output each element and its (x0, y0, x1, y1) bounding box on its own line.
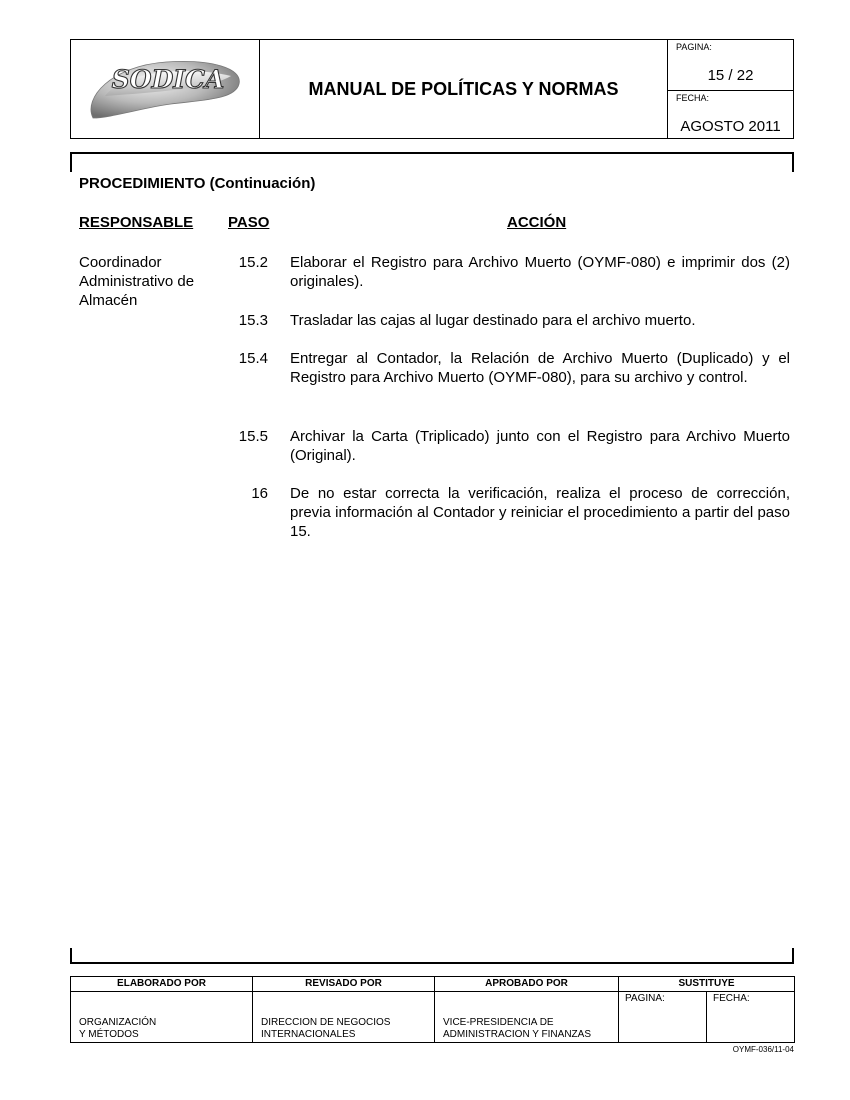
aprobado-cell (435, 992, 619, 1043)
step-number: 15.4 (238, 350, 268, 367)
sustituye-page-label: PAGINA: (625, 993, 665, 1004)
step-number: 16 (251, 485, 268, 502)
sustituye-date-cell (707, 992, 795, 1043)
revisado-header: REVISADO POR (253, 977, 435, 992)
step-text: Elaborar el Registro para Archivo Muerto (OYMF-080) e imprimir dos (2) originales). (290, 254, 790, 290)
divider (668, 90, 793, 91)
revisado-cell (253, 992, 435, 1043)
page-label: PAGINA: (676, 42, 712, 52)
elaborado-line: Y MÉTODOS (79, 1029, 139, 1040)
column-header-paso: PASO (228, 214, 270, 231)
elaborado-header: ELABORADO POR (71, 977, 253, 992)
page-number: 15 / 22 (707, 67, 754, 84)
page-date-cell (668, 40, 793, 138)
column-header-accion: ACCIÓN (507, 214, 567, 231)
sustituye-date-label: FECHA: (713, 993, 750, 1004)
section-heading: PROCEDIMIENTO (Continuación) (79, 175, 316, 192)
logo-wordmark: SODICA (111, 65, 225, 94)
top-rule (70, 152, 794, 154)
bottom-rule (70, 962, 794, 964)
approval-body-row (71, 992, 795, 1043)
step-text: De no estar correcta la verificación, realiza el proceso de corrección, previa información al Contador y reiniciar el procedimiento a partir del paso 15. (290, 485, 790, 540)
revisado-value (261, 1017, 390, 1041)
approval-table (70, 976, 795, 1043)
revisado-line: INTERNACIONALES (261, 1029, 356, 1040)
form-code: OYMF-036/11-04 (732, 1045, 794, 1054)
company-logo (71, 40, 260, 138)
bottom-right-tick (792, 948, 794, 962)
responsible-role: Coordinador Administrativo de Almacén (79, 254, 195, 309)
step-text: Archivar la Carta (Triplicado) junto con el Registro para Archivo Muerto (Original). (290, 428, 790, 464)
step-number: 15.3 (238, 312, 268, 329)
sustituye-header: SUSTITUYE (619, 977, 795, 992)
column-header-responsable: RESPONSABLE (79, 214, 194, 231)
step-number: 15.5 (238, 428, 268, 445)
step-text: Trasladar las cajas al lugar destinado para el archivo muerto. (290, 312, 696, 329)
top-right-tick (792, 152, 794, 172)
step-number: 15.2 (238, 254, 268, 271)
top-left-tick (70, 152, 72, 172)
revisado-line: DIRECCION DE NEGOCIOS (261, 1017, 391, 1028)
date-label: FECHA: (676, 93, 710, 103)
approval-header-row (71, 977, 795, 992)
logo-cell (71, 40, 260, 138)
document-date: AGOSTO 2011 (680, 118, 781, 135)
aprobado-line: ADMINISTRACION Y FINANZAS (443, 1029, 591, 1040)
elaborado-value (79, 1017, 156, 1041)
document-header (70, 39, 794, 139)
elaborado-line: ORGANIZACIÓN (79, 1017, 157, 1028)
elaborado-cell (71, 992, 253, 1043)
bottom-left-tick (70, 948, 72, 962)
aprobado-line: VICE-PRESIDENCIA DE (443, 1017, 554, 1028)
document-title: MANUAL DE POLÍTICAS Y NORMAS (260, 40, 668, 138)
aprobado-value (443, 1017, 591, 1041)
aprobado-header: APROBADO POR (435, 977, 619, 992)
step-text: Entregar al Contador, la Relación de Archivo Muerto (Duplicado) y el Registro para Archivo Muerto (OYMF-080), para su archivo y control. (290, 350, 790, 386)
sustituye-page-cell (619, 992, 707, 1043)
